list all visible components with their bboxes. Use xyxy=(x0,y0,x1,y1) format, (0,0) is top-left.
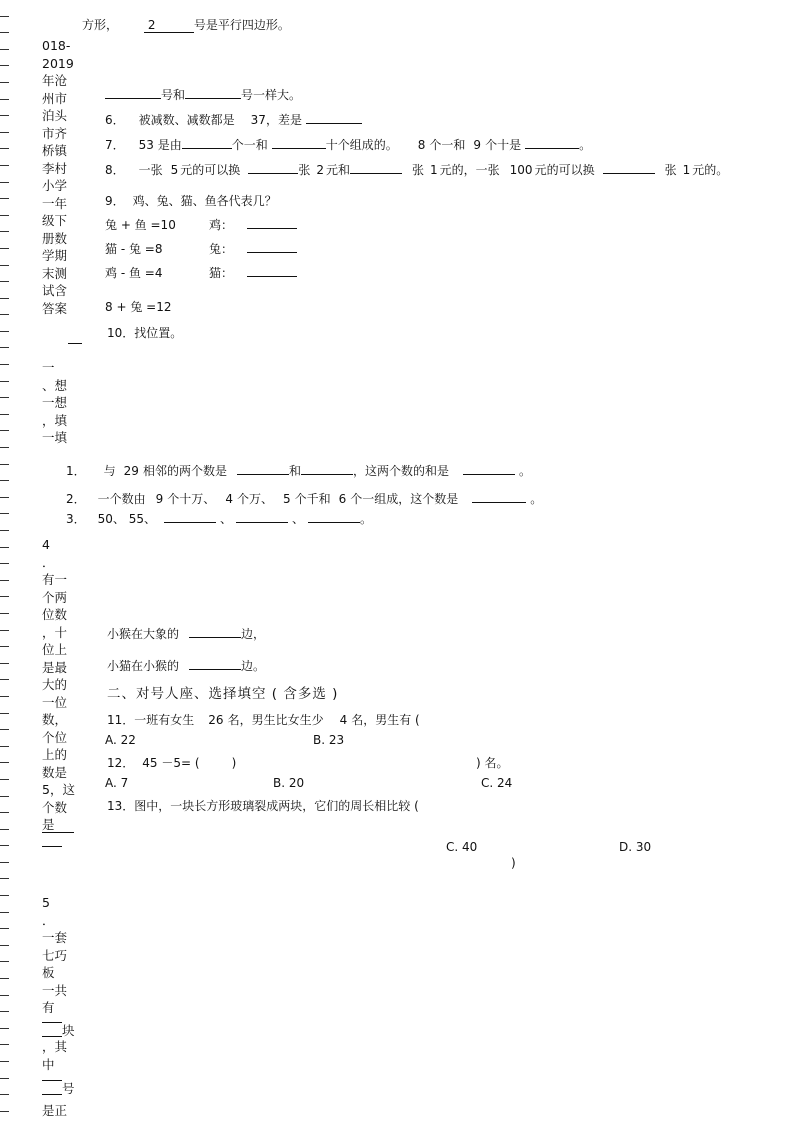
margin-dash xyxy=(0,148,9,149)
text-segment: 个一和 xyxy=(429,138,466,152)
top-line-1 xyxy=(82,16,290,33)
cat-position xyxy=(107,657,265,674)
title-line: 小学 xyxy=(42,178,68,193)
text-segment: 个一和 xyxy=(231,138,268,152)
blank[interactable] xyxy=(603,161,655,174)
text-segment: 1 xyxy=(682,163,691,177)
margin-dash xyxy=(0,663,9,664)
title-line: 年沧 xyxy=(42,73,68,88)
top-line1-suffix: 号是平行四边形。 xyxy=(193,18,290,32)
q4-line: 有一 xyxy=(42,572,68,587)
text-segment: ) xyxy=(231,756,237,770)
q5-line: 有 xyxy=(42,1000,55,1015)
q4-line: 个两 xyxy=(42,589,68,605)
margin-dash xyxy=(0,513,9,514)
margin-dash xyxy=(0,397,9,398)
margin-dash xyxy=(0,995,9,996)
margin-dash xyxy=(0,1078,9,1079)
text-segment: 。 xyxy=(518,464,531,478)
text-segment: 8 xyxy=(417,138,426,152)
margin-dash xyxy=(0,298,9,299)
margin-dash xyxy=(0,16,9,17)
margin-dash xyxy=(0,265,9,266)
title-line: 州市 xyxy=(42,90,68,106)
blank[interactable] xyxy=(237,462,289,475)
margin-dash xyxy=(0,547,9,548)
blank[interactable] xyxy=(248,161,298,174)
margin-dash xyxy=(0,829,9,830)
text-segment: 图中，一块长方形玻璃裂成两块，它们的周长相比较 ( xyxy=(134,799,419,813)
text-segment: 、 xyxy=(220,512,233,526)
document-title-vertical xyxy=(42,37,74,317)
top-line1-answer[interactable] xyxy=(144,18,194,33)
q12-option-a[interactable]: A. 7 xyxy=(105,776,129,790)
margin-dash xyxy=(0,945,9,946)
title-line: 一年 xyxy=(42,195,68,211)
margin-dash xyxy=(0,447,9,448)
section1-line: ，填 xyxy=(42,412,68,428)
question-12 xyxy=(107,754,236,771)
q4-line: 位上 xyxy=(42,642,68,657)
margin-dash xyxy=(0,82,9,83)
text-segment: 9． xyxy=(105,194,125,208)
blank[interactable] xyxy=(164,510,216,523)
q4-line: 个数 xyxy=(42,799,68,815)
question5-mid xyxy=(42,1038,67,1073)
text-segment: 4 xyxy=(339,713,348,727)
margin-dash xyxy=(0,215,9,216)
q5-mid-line: 中 xyxy=(42,1056,55,1072)
text-segment: 9 xyxy=(155,492,164,506)
text-segment: 。 xyxy=(530,492,543,506)
blank[interactable] xyxy=(272,136,326,149)
margin-dash xyxy=(0,497,9,498)
text-segment: 张 xyxy=(664,163,677,177)
margin-dash xyxy=(0,812,9,813)
margin-dash xyxy=(0,1044,9,1045)
text-segment: 26 xyxy=(208,713,224,727)
margin-dash xyxy=(0,630,9,631)
question5-blank-2[interactable] xyxy=(42,1080,62,1081)
margin-dash-rule xyxy=(0,0,14,1124)
text-segment: ，差是 xyxy=(265,113,302,127)
title-line: 018- xyxy=(42,38,71,53)
title-line: 册数 xyxy=(42,230,68,246)
text-segment: 号和 xyxy=(161,88,186,102)
blank[interactable] xyxy=(306,111,362,124)
margin-dash xyxy=(0,231,9,232)
text-segment: 元的可以换 xyxy=(180,163,241,177)
q13-option-c[interactable]: C. 40 xyxy=(446,840,478,854)
margin-dash xyxy=(0,961,9,962)
margin-dash xyxy=(0,779,9,780)
section1-line: 一想 xyxy=(42,395,68,410)
margin-dash xyxy=(0,928,9,929)
blank[interactable] xyxy=(350,161,402,174)
text-segment: 8． xyxy=(105,163,125,177)
text-segment: 找位置。 xyxy=(134,326,183,340)
text-segment: 与 xyxy=(103,464,116,478)
title-line: 泊头 xyxy=(42,108,68,123)
margin-dash xyxy=(0,895,9,896)
title-line: 末测 xyxy=(42,265,68,281)
q4-line: 上的 xyxy=(42,747,68,762)
blank[interactable] xyxy=(189,625,241,638)
margin-dash xyxy=(0,580,9,581)
q5-line: 一共 xyxy=(42,982,68,998)
text-segment: 元的可以换 xyxy=(534,163,595,177)
question4-vertical xyxy=(42,536,75,834)
question5-blank-1b[interactable] xyxy=(42,1036,62,1037)
section1-line: 一填 xyxy=(42,430,68,445)
question-11 xyxy=(107,711,420,728)
section1-line: 、想 xyxy=(42,377,68,393)
margin-dash xyxy=(0,331,9,332)
text-segment: 2． xyxy=(66,492,86,506)
blank[interactable] xyxy=(105,86,161,99)
margin-dash xyxy=(0,978,9,979)
text-segment: 号一样大。 xyxy=(241,88,302,102)
margin-dash xyxy=(0,530,9,531)
text-segment: 45 －5= ( xyxy=(142,756,200,770)
text-segment: 37 xyxy=(250,113,266,127)
q9-eq-4: 8 + 兔 =12 xyxy=(105,300,172,314)
margin-dash xyxy=(0,165,9,166)
text-segment: 鸡、兔、猫、鱼各代表几？ xyxy=(132,194,277,208)
question-9-prompt xyxy=(105,192,277,209)
text-segment: 100 xyxy=(509,163,533,177)
text-segment: 个一组成，这个数是 xyxy=(350,492,459,506)
margin-dash xyxy=(0,646,9,647)
q4-line: 是 xyxy=(42,817,55,832)
question5-blank-1[interactable] xyxy=(42,1022,62,1023)
text-segment: 一张 xyxy=(138,163,163,177)
q4-line: 4 xyxy=(42,537,50,552)
margin-dash xyxy=(0,1111,9,1112)
margin-dash xyxy=(0,862,9,863)
text-segment: 张 xyxy=(411,163,424,177)
q9-eq-1: 兔 + 鱼 =10 xyxy=(105,218,176,232)
blank[interactable] xyxy=(247,240,297,253)
margin-dash xyxy=(0,347,9,348)
question5-tail: 是正 xyxy=(42,1103,68,1118)
text-segment: 元的。 xyxy=(692,163,729,177)
q9-answer-chicken xyxy=(209,216,297,233)
section1-line: 一 xyxy=(42,360,55,375)
margin-dash xyxy=(0,49,9,50)
margin-dash xyxy=(0,912,9,913)
q11-option-a[interactable]: A. 22 xyxy=(105,733,136,747)
margin-dash xyxy=(0,762,9,763)
section2-heading: 二、对号人座、选择填空 ( 含多选 ) xyxy=(107,686,339,702)
margin-dash xyxy=(0,729,9,730)
q13-close: ) xyxy=(511,856,516,870)
blank[interactable] xyxy=(472,490,526,503)
text-segment: 名，男生比女生少 xyxy=(227,713,324,727)
title-line: 级下 xyxy=(42,213,68,228)
text-segment: ，这两个数的和是 xyxy=(352,464,449,478)
margin-dash xyxy=(0,713,9,714)
text-segment: 53 是由 xyxy=(138,138,182,152)
text-segment: 鸡： xyxy=(209,218,234,232)
q9-eq-3: 鸡 - 鱼 =4 xyxy=(105,266,163,280)
s1-question-1 xyxy=(66,462,531,479)
margin-dash xyxy=(0,1061,9,1062)
title-line: 学期 xyxy=(42,248,68,263)
margin-dash xyxy=(0,464,9,465)
text-segment: 个十万、 xyxy=(167,492,216,506)
text-segment: 张 xyxy=(298,163,311,177)
text-segment: 1 xyxy=(430,163,438,177)
question5-vertical xyxy=(42,894,67,1017)
q4-line: 个位 xyxy=(42,729,68,745)
margin-dash xyxy=(0,414,9,415)
text-segment: 5 xyxy=(282,492,291,506)
q4-line: ，十 xyxy=(42,624,68,640)
question-8 xyxy=(105,161,728,178)
text-segment: 9 xyxy=(473,138,482,152)
question4-answer-blank-2[interactable] xyxy=(42,846,62,847)
q9-answer-cat xyxy=(209,264,297,281)
q4-line: 5，这 xyxy=(42,782,75,797)
margin-dash xyxy=(0,248,9,249)
text-segment: 猫： xyxy=(209,266,234,280)
blank[interactable] xyxy=(247,264,297,277)
question4-answer-blank[interactable] xyxy=(42,832,74,833)
top-line-2 xyxy=(105,86,301,103)
text-segment: 3． xyxy=(66,512,86,526)
question-13 xyxy=(107,797,419,814)
q4-line: 大的 xyxy=(42,677,68,692)
text-segment: 4 xyxy=(225,492,233,506)
q12-close: ) 名。 xyxy=(476,756,509,770)
section1-heading-rule xyxy=(68,343,82,344)
text-segment: 名，男生有 ( xyxy=(351,713,420,727)
text-segment: 50、 55、 xyxy=(97,512,156,526)
text-segment: 相邻的两个数是 xyxy=(142,464,227,478)
margin-dash xyxy=(0,281,9,282)
text-segment: 被减数、减数都是 xyxy=(138,113,235,127)
q4-line: ． xyxy=(42,554,55,570)
q5-line: 5 xyxy=(42,895,50,910)
q5-line: ． xyxy=(42,912,55,928)
s1-question-2 xyxy=(66,490,542,507)
margin-dash xyxy=(0,1094,9,1095)
margin-dash xyxy=(0,480,9,481)
q13-option-d[interactable]: D. 30 xyxy=(619,840,652,854)
margin-dash xyxy=(0,878,9,879)
question-7 xyxy=(105,136,591,153)
text-segment: 6 xyxy=(338,492,347,506)
text-segment: 个十是 xyxy=(485,138,522,152)
title-line: 李村 xyxy=(42,160,68,176)
blank[interactable] xyxy=(236,510,288,523)
margin-dash xyxy=(0,115,9,116)
question5-unit-2: 号 xyxy=(62,1081,75,1096)
text-segment: 个千和 xyxy=(294,492,331,506)
text-segment: 边。 xyxy=(241,659,266,673)
margin-dash xyxy=(0,32,9,33)
text-segment: 13． xyxy=(107,799,135,813)
margin-dash xyxy=(0,679,9,680)
s1-question-3 xyxy=(66,510,372,527)
q4-line: 数， xyxy=(42,712,68,727)
margin-dash xyxy=(0,845,9,846)
text-segment: 6． xyxy=(105,113,125,127)
margin-dash xyxy=(0,314,9,315)
title-line: 试含 xyxy=(42,283,68,298)
text-segment: 一班有女生 xyxy=(134,713,195,727)
blank[interactable] xyxy=(189,657,241,670)
text-segment: 12． xyxy=(107,756,135,770)
text-segment: 元和 xyxy=(325,163,350,177)
text-segment: 。 xyxy=(360,512,373,526)
margin-dash xyxy=(0,1011,9,1012)
margin-dash xyxy=(0,796,9,797)
text-segment: 边， xyxy=(241,627,266,641)
q5-line: 七巧 xyxy=(42,947,68,963)
margin-dash xyxy=(0,613,9,614)
q9-eq-2: 猫 - 兔 =8 xyxy=(105,242,163,256)
margin-dash xyxy=(0,596,9,597)
blank[interactable] xyxy=(301,462,353,475)
title-line: 2019 xyxy=(42,55,74,71)
margin-dash xyxy=(0,198,9,199)
text-segment: 1． xyxy=(66,464,86,478)
margin-dash xyxy=(0,99,9,100)
blank[interactable] xyxy=(182,136,232,149)
title-line: 桥镇 xyxy=(42,143,68,158)
text-segment: 和 xyxy=(288,464,301,478)
q12-option-b[interactable]: B. 20 xyxy=(273,776,305,790)
text-segment: 十个组成的。 xyxy=(325,138,398,152)
text-segment: 2 xyxy=(147,18,156,32)
text-segment: 、 xyxy=(292,512,305,526)
text-segment: 小猴在大象的 xyxy=(107,627,180,641)
title-line: 答案 xyxy=(42,300,68,316)
blank[interactable] xyxy=(463,462,515,475)
q4-line: 一位 xyxy=(42,694,68,710)
question5-blank-2b[interactable] xyxy=(42,1094,62,1095)
text-segment: 。 xyxy=(579,138,592,152)
blank[interactable] xyxy=(525,136,579,149)
question5-unit-1: 块 xyxy=(62,1023,75,1038)
blank[interactable] xyxy=(308,510,360,523)
q5-mid-line: ，其 xyxy=(42,1039,68,1054)
text-segment: 兔： xyxy=(209,242,234,256)
margin-dash xyxy=(0,563,9,564)
title-line: 市齐 xyxy=(42,125,68,141)
text-segment: 小猫在小猴的 xyxy=(107,659,180,673)
blank[interactable] xyxy=(247,216,297,229)
q4-line: 数是 xyxy=(42,764,68,780)
text-segment: 元的，一张 xyxy=(439,163,500,177)
margin-dash xyxy=(0,430,9,431)
question-6 xyxy=(105,111,362,128)
margin-dash xyxy=(0,1028,9,1029)
margin-dash xyxy=(0,364,9,365)
text-segment: 11． xyxy=(107,713,135,727)
question-10 xyxy=(107,324,182,341)
margin-dash xyxy=(0,746,9,747)
text-segment: 个万、 xyxy=(236,492,273,506)
q4-line: 位数 xyxy=(42,607,68,622)
q5-line: 一套 xyxy=(42,930,68,945)
text-segment: 2 xyxy=(316,163,324,177)
q12-option-c[interactable]: C. 24 xyxy=(481,776,513,790)
q9-answer-rabbit xyxy=(209,240,297,257)
margin-dash xyxy=(0,132,9,133)
q4-line: 是最 xyxy=(42,659,68,675)
text-segment: 10． xyxy=(107,326,135,340)
margin-dash xyxy=(0,182,9,183)
monkey-position xyxy=(107,625,265,642)
text-segment: 7． xyxy=(105,138,125,152)
text-segment: 5 xyxy=(170,163,179,177)
margin-dash xyxy=(0,696,9,697)
q5-line: 板 xyxy=(42,965,55,980)
margin-dash xyxy=(0,65,9,66)
margin-dash xyxy=(0,381,9,382)
text-segment: 一个数由 xyxy=(97,492,146,506)
blank[interactable] xyxy=(185,86,241,99)
top-line1-prefix: 方形， xyxy=(82,18,119,32)
section1-heading-vertical xyxy=(42,359,67,447)
q11-option-b[interactable]: B. 23 xyxy=(313,733,345,747)
text-segment: 29 xyxy=(123,464,139,478)
